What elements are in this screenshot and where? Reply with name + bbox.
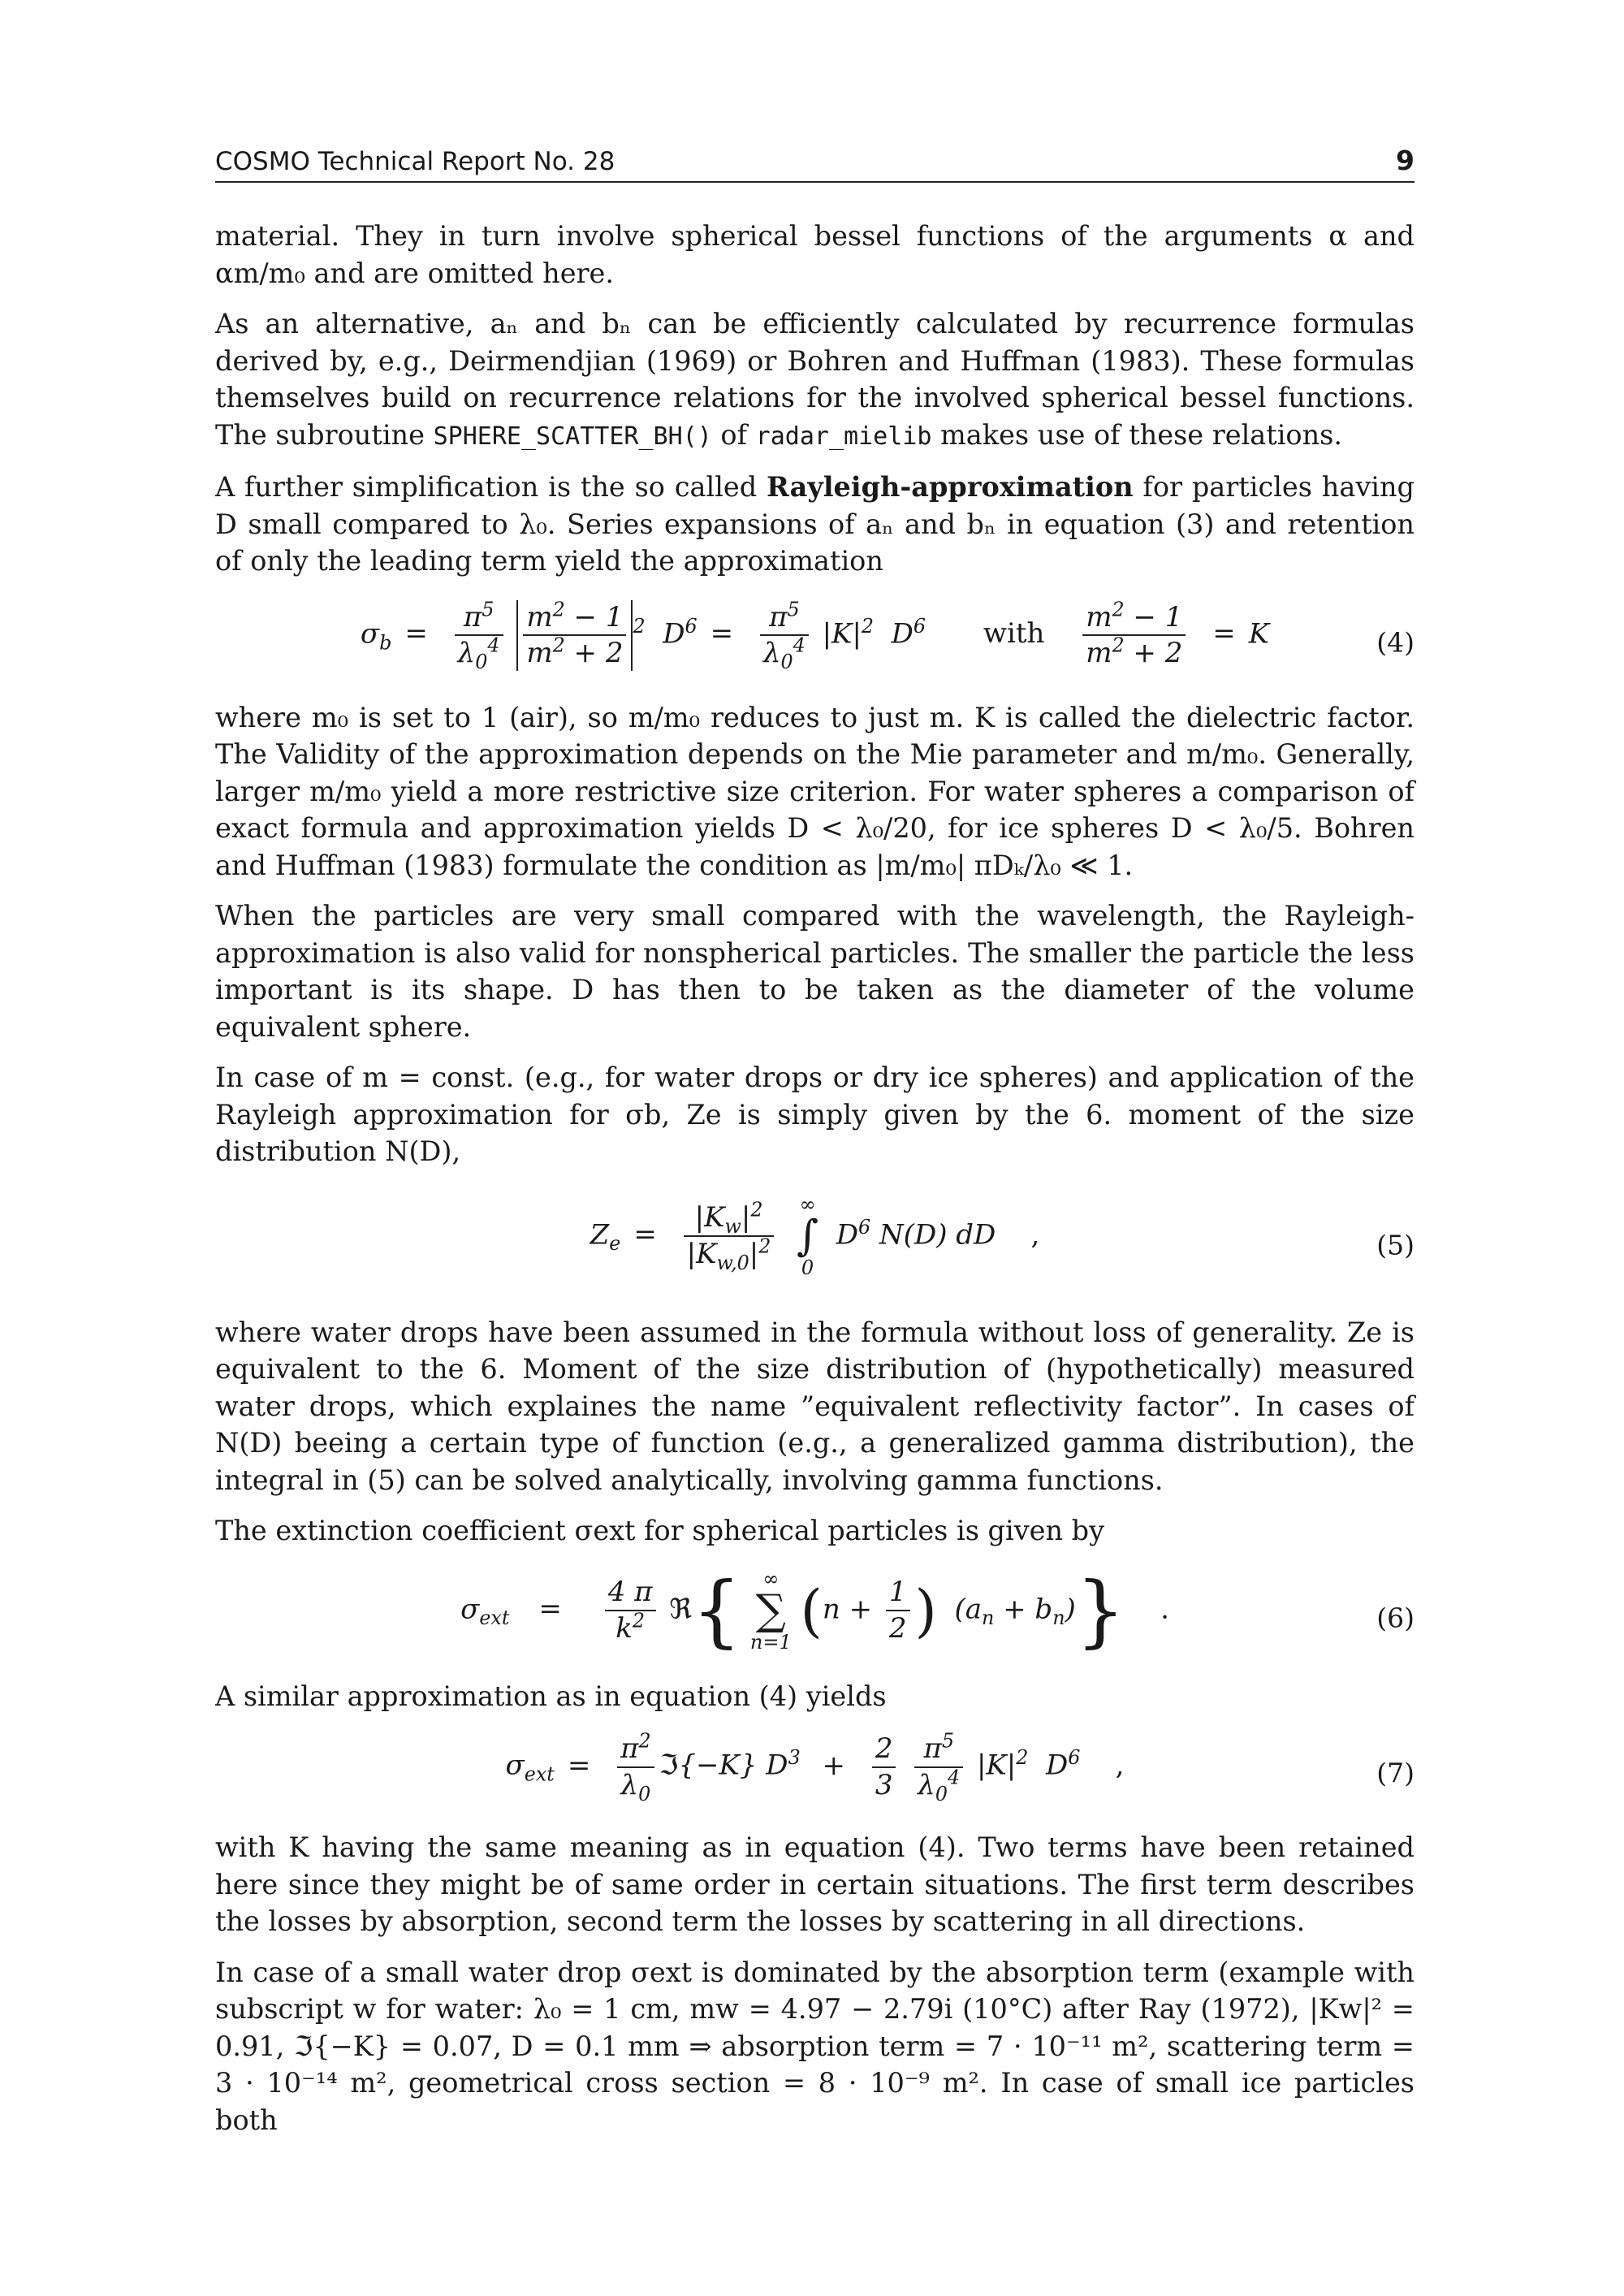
equation-7-number: (7) <box>1376 1757 1415 1789</box>
equation-7: $\sigma_{ext}$ = $\frac{\pi^2}{\lambda_0}$ ℑ{−K} $D^3$ + $\frac{2}{3}$ $\frac{\pi^5}{\lambda_0^4}$ $|K|^2$ $D^6$ , (7) <box>505 1729 1415 1805</box>
paragraph-7: where water drops have been assumed in the formula without loss of generality. Ze is equivalent to the 6. Moment of the size distribution of (hypothetically) measured water drops, which explaines the name ”equivalent reflectivity factor”. In cases of N(D) beeing a certain type of function (e.g., a generalized gamma distribution), the integral in (5) can be solved analytically, involving gamma functions. <box>215 1316 1415 1496</box>
page-body <box>215 218 1415 2152</box>
page-header <box>215 141 1415 183</box>
paragraph-4: where m₀ is set to 1 (air), so m/m₀ reduces to just m. K is called the dielectric factor. The Validity of the approximation depends on the Mie parameter and m/m₀. Generally, larger m/m₀ yield a more restrictive size criterion. For water spheres a comparison of exact formula and approximation yields D < λ₀/20, for ice spheres D < λ₀/5. Bohren and Huffman (1983) formulate the condition as |m/m₀| πDₖ/λ₀ ≪ 1. <box>215 701 1415 881</box>
paragraph-8: The extinction coefficient σext for spherical particles is given by <box>215 1515 1105 1546</box>
equation-4: $\sigma_b$ = $\frac{\pi^5}{\lambda_0^4}$ $\frac{m^2 - 1}{m^2 + 2}$ $^2$ $D^6$ = $\frac{\pi^5}{\lambda_0^4}$ $|K|^2$ $D^6$ with $\frac{m^2 - 1}{m^2 + 2}$ = K (4) <box>360 598 1415 673</box>
equation-4-with: with <box>983 617 1045 650</box>
paragraph-10: with K having the same meaning as in equation (4). Two terms have been retained here since they might be of same order in certain situations. The first term describes the losses by absorption, second term the losses by scattering in all directions. <box>215 1831 1415 1937</box>
paragraph-3-text-b: for particles having D small compared to λ₀. Series expansions of aₙ and bₙ in equation (3) and retention of only the leading term yield the approximation <box>215 471 1415 577</box>
equation-5-number: (5) <box>1376 1229 1415 1260</box>
paragraph-2-text-c: makes use of these relations. <box>931 418 1343 451</box>
paragraph-9: A similar approximation as in equation (4) yields <box>215 1680 887 1712</box>
equation-4-number: (4) <box>1376 626 1415 658</box>
equation-6: $\sigma_{ext}$ = $\frac{4 \pi}{k^2}$ ℜ{ ∞ ∑ n=1 (n + $\frac{1}{2}$ ) $(a_n + b_n)$} . (6) <box>460 1564 1415 1656</box>
paragraph-11: In case of a small water drop σext is dominated by the absorption term (example with subscript w for water: λ₀ = 1 cm, mw = 4.97 − 2.79i (10°C) after Ray (1972), |Kw|² = 0.91, ℑ{−K} = 0.07, D = 0.1 mm ⇒ absorption term = 7 · 10⁻¹¹ m², scattering term = 3 · 10⁻¹⁴ m², geometrical cross section = 8 · 10⁻⁹ m². In case of small ice particles both <box>215 1956 1415 2136</box>
rayleigh-term: Rayleigh-approximation <box>767 471 1134 503</box>
paragraph-3-text-a: A further simplification is the so called <box>215 471 767 503</box>
report-title: COSMO Technical Report No. 28 <box>215 147 615 176</box>
equation-6-number: (6) <box>1376 1602 1415 1634</box>
paragraph-6: In case of m = const. (e.g., for water drops or dry ice spheres) and application of the Rayleigh approximation for σb, Ze is simply given by the 6. moment of the size distribution N(D), <box>215 1062 1415 1167</box>
paragraph-2 <box>215 305 1415 455</box>
paragraph-5: When the particles are very small compared with the wavelength, the Rayleigh-approximation is also valid for nonspherical particles. The smaller the particle the less important is its shape. D has then to be taken as the diameter of the volume equivalent sphere. <box>215 900 1415 1043</box>
code-library-name: radar_mielib <box>755 422 932 451</box>
page-number: 9 <box>1396 145 1415 176</box>
paragraph-2-text-a: As an alternative, aₙ and bₙ can be efficiently calculated by recurrence formulas derived by, e.g., Deirmendjian (1969) or Bohren and Huffman (1983). These formulas themselves build on recurrence relations for the involved spherical bessel functions. The subroutine <box>215 308 1415 451</box>
paragraph-2-text-b: of <box>711 418 756 451</box>
paragraph-1: material. They in turn involve spherical bessel functions of the arguments α and αm/m₀ and are omitted here. <box>215 220 1415 289</box>
equation-5: $Z_e$ = $\frac{|K_w|^2}{|K_{w,0}|^2}$ ∞ ∫ 0 $D^6$ N(D) dD , (5) <box>590 1192 1415 1279</box>
code-subroutine-name: SPHERE_SCATTER_BH() <box>433 422 712 451</box>
paragraph-3 <box>215 469 1415 580</box>
